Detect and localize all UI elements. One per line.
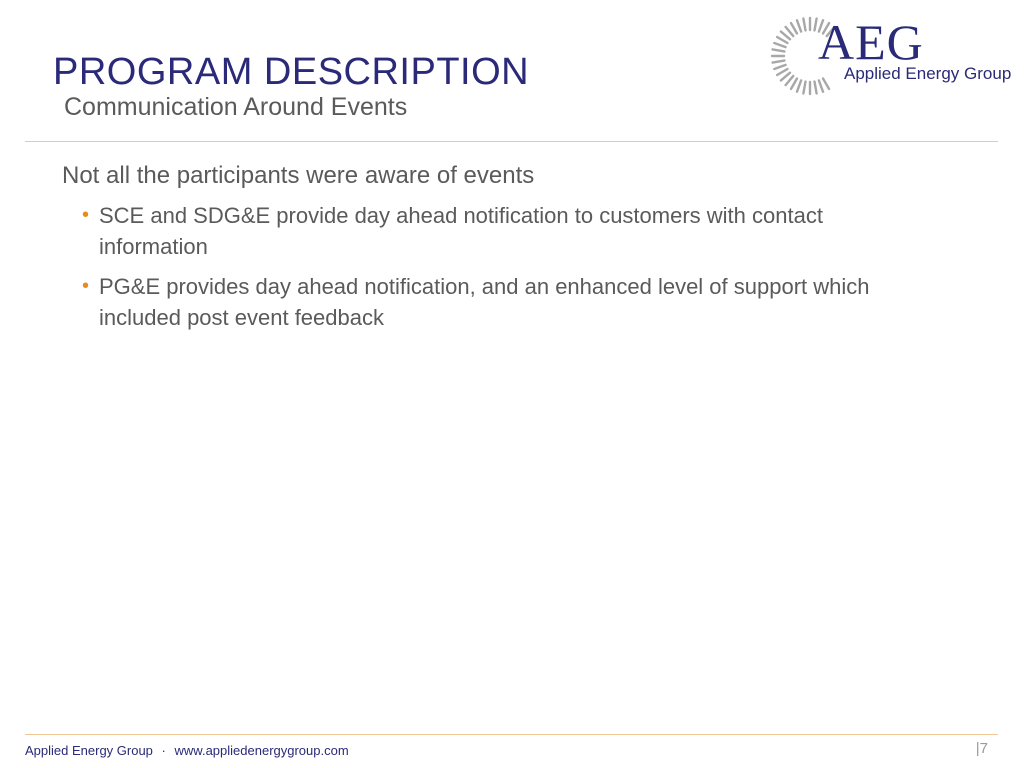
footer-website-link[interactable]: www.appliedenergygroup.com xyxy=(174,743,349,758)
logo-ray xyxy=(777,69,787,75)
logo-ray xyxy=(791,23,797,33)
logo-ray xyxy=(803,82,805,94)
header-divider xyxy=(25,141,998,142)
bullet-dot-icon: • xyxy=(82,204,90,226)
lead-statement: Not all the participants were aware of events xyxy=(62,162,535,189)
logo-ray xyxy=(815,82,817,94)
bullet-item xyxy=(82,200,932,262)
footer xyxy=(25,742,349,760)
logo-ray xyxy=(823,79,829,89)
bullet-item xyxy=(82,271,932,333)
logo-ray xyxy=(781,73,790,81)
logo-ray xyxy=(803,19,805,31)
bullet-text: PG&E provides day ahead notification, and an enhanced level of support which included post event feedback xyxy=(99,274,870,330)
logo-ray xyxy=(774,43,785,47)
company-logo xyxy=(768,14,1018,98)
logo-ray xyxy=(786,76,794,85)
logo-ray xyxy=(773,61,785,63)
slide-body xyxy=(62,160,932,342)
logo-abbreviation: AEG xyxy=(818,14,924,70)
logo-ray xyxy=(781,32,790,40)
logo-ray xyxy=(819,80,823,91)
logo-ray xyxy=(773,49,785,51)
bullet-text: SCE and SDG&E provide day ahead notification to customers with contact information xyxy=(99,203,823,259)
logo-ray xyxy=(774,65,785,69)
logo-company-name: Applied Energy Group xyxy=(844,64,1012,83)
logo-ray xyxy=(797,80,801,91)
logo-ray xyxy=(786,27,794,36)
slide-subtitle: Communication Around Events xyxy=(64,93,408,121)
logo-ray xyxy=(791,79,797,89)
logo-ray xyxy=(797,20,801,31)
bullet-list xyxy=(62,200,932,333)
footer-company: Applied Energy Group xyxy=(25,743,153,758)
footer-separator: · xyxy=(161,743,166,758)
footer-divider xyxy=(25,734,998,735)
slide-title: PROGRAM DESCRIPTION xyxy=(53,51,530,93)
logo-ray xyxy=(777,37,787,43)
bullet-dot-icon: • xyxy=(82,275,90,297)
logo-ray xyxy=(815,19,817,31)
page-number: |7 xyxy=(975,740,988,757)
